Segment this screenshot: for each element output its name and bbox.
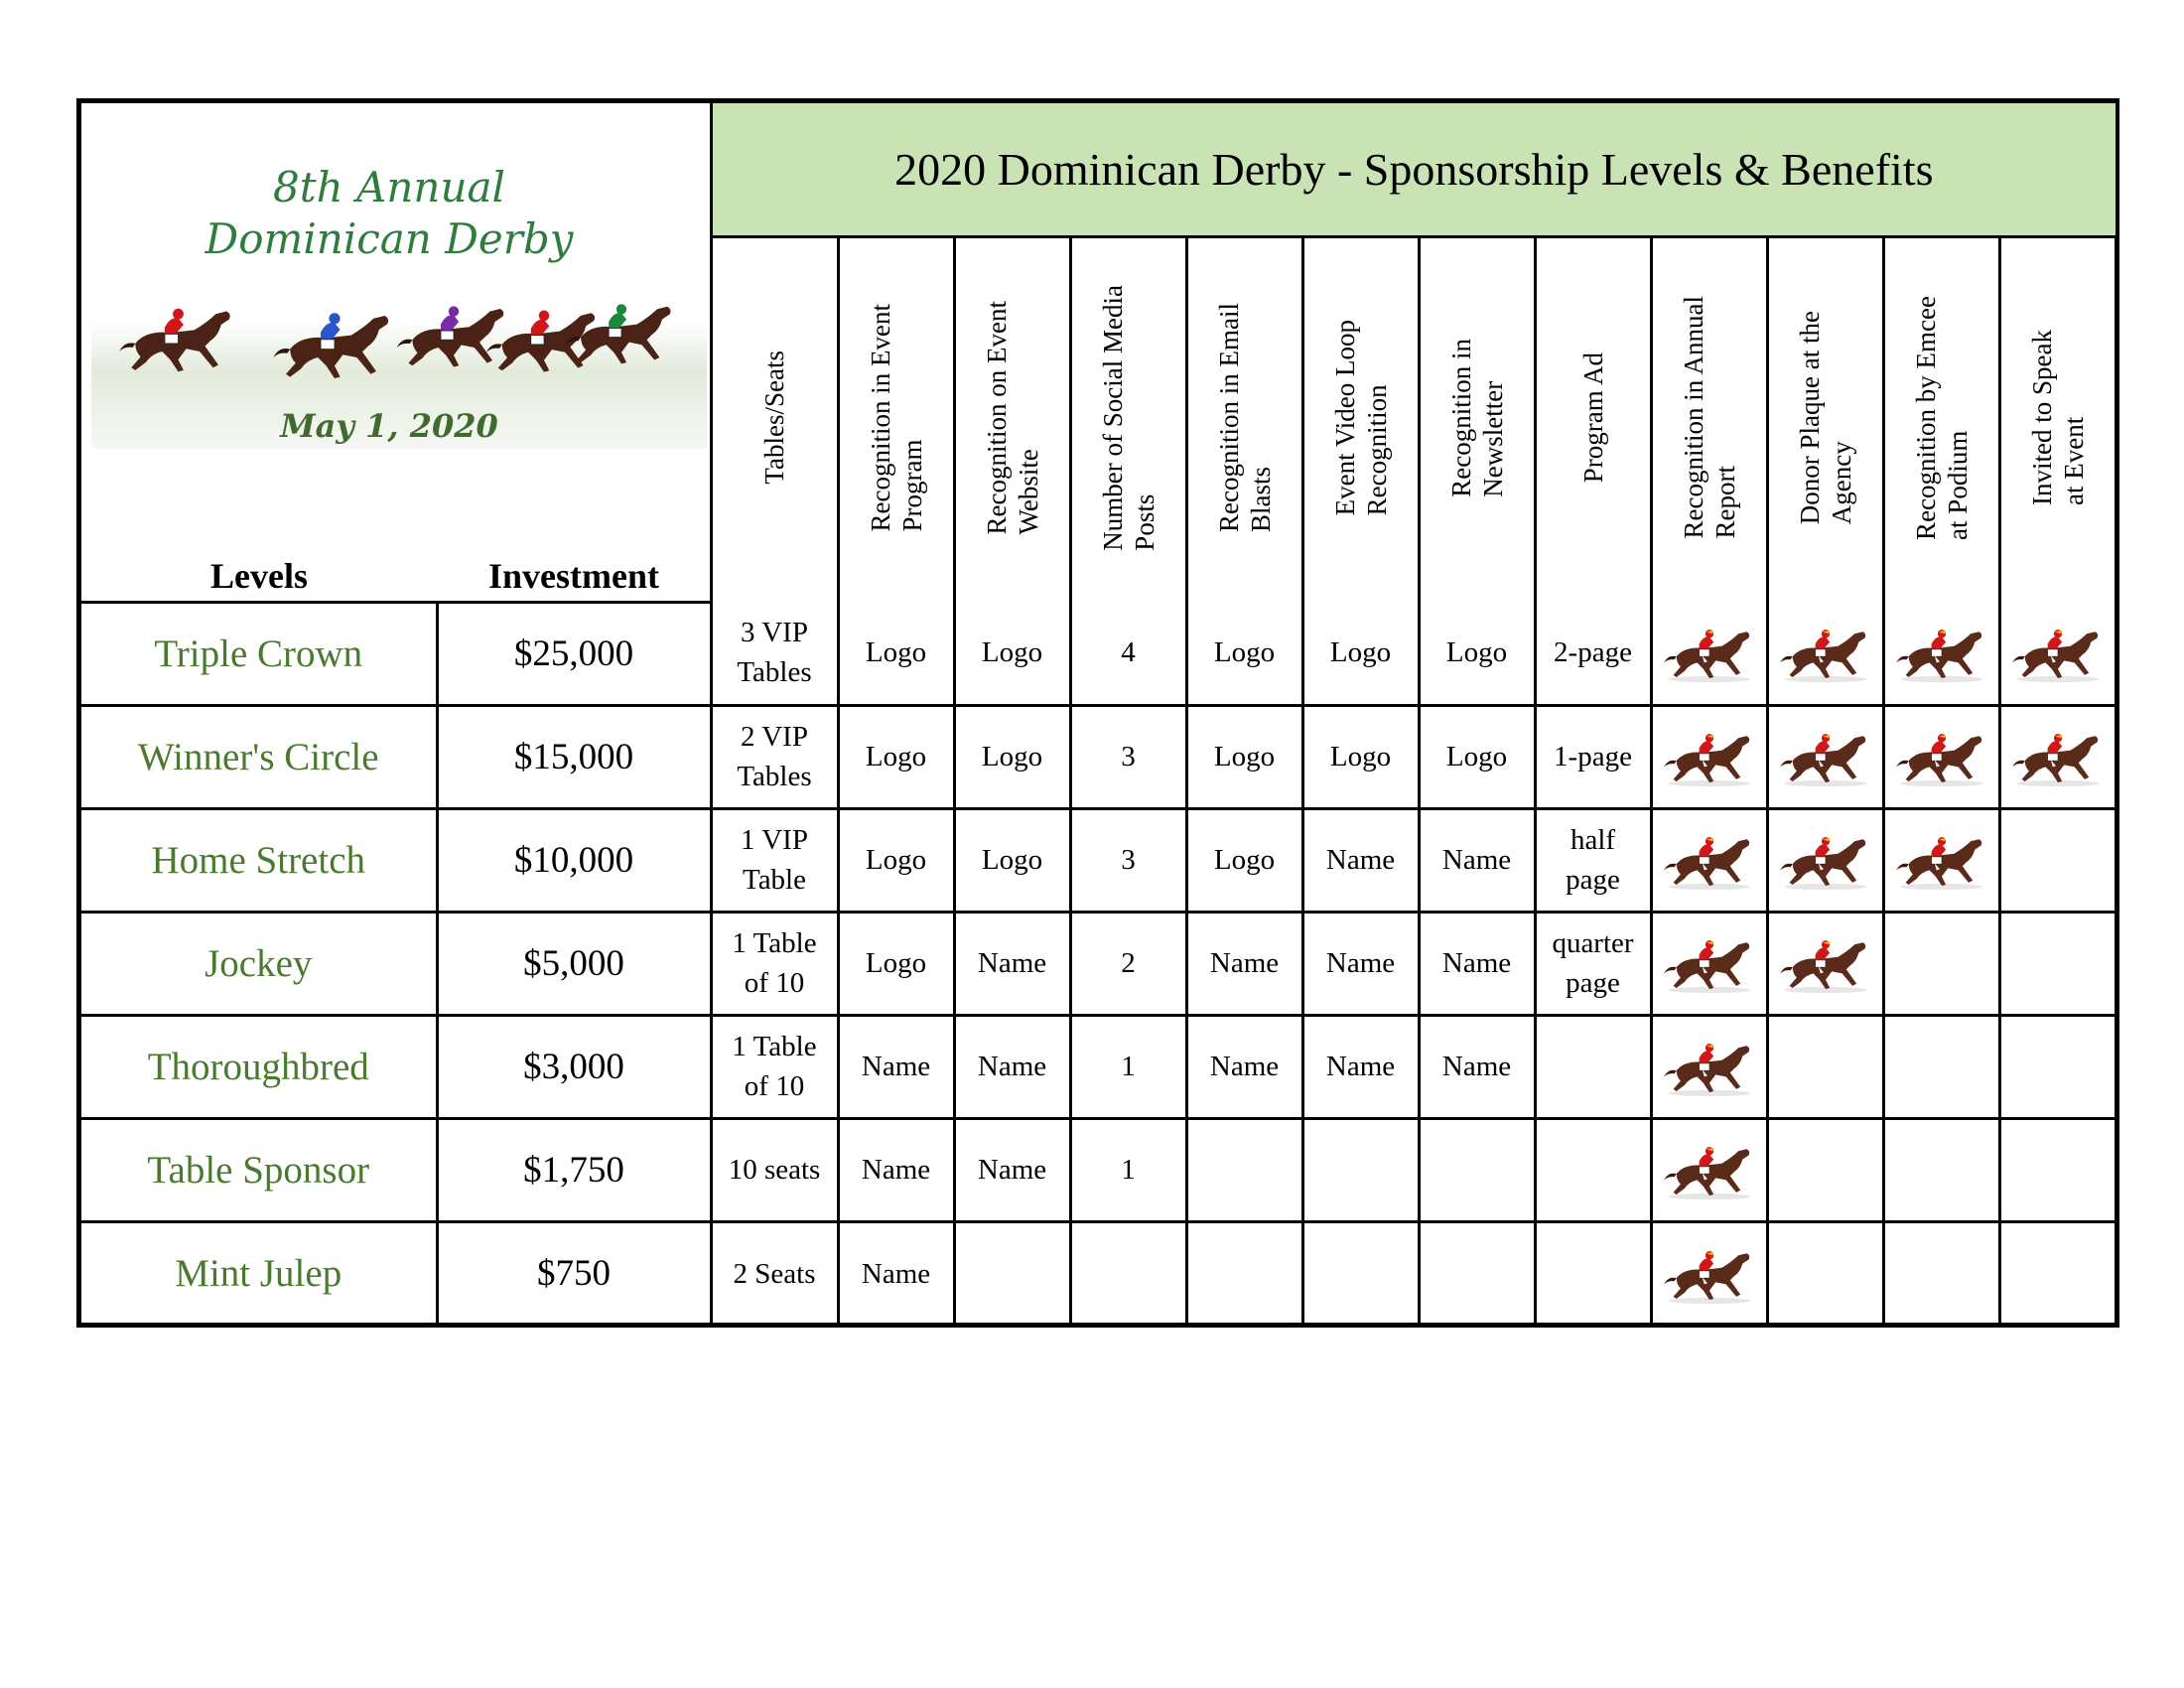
benefit-cell-program: Name bbox=[838, 1221, 954, 1325]
benefit-cell-plaque bbox=[1767, 705, 1883, 808]
benefit-cell-tables: 1 Table of 10 bbox=[711, 912, 838, 1015]
benefit-cell-social bbox=[1070, 1221, 1186, 1325]
level-name: Table Sponsor bbox=[81, 1118, 437, 1221]
racehorse-icon bbox=[1769, 827, 1882, 893]
benefit-cell-email bbox=[1186, 1118, 1302, 1221]
racehorse-icon bbox=[1653, 930, 1766, 996]
benefit-cell-website: Name bbox=[954, 1015, 1070, 1118]
benefit-cell-emcee bbox=[1883, 1118, 1999, 1221]
benefit-cell-ad bbox=[1535, 1118, 1651, 1221]
benefit-cell-program: Name bbox=[838, 1015, 954, 1118]
investment-amount: $25,000 bbox=[437, 602, 711, 705]
logo-date: May 1, 2020 bbox=[280, 407, 498, 445]
benefit-header-label: Event Video Loop Recognition bbox=[1329, 319, 1392, 516]
benefit-header-12 bbox=[1999, 237, 2116, 603]
levels-header: Levels bbox=[210, 555, 308, 596]
benefit-cell-website bbox=[954, 1221, 1070, 1325]
investment-amount: $750 bbox=[437, 1221, 711, 1325]
benefit-cell-tables: 3 VIP Tables bbox=[711, 602, 838, 705]
benefit-cell-newsletter: Name bbox=[1419, 808, 1535, 912]
levels-body bbox=[81, 602, 2116, 1325]
benefit-cell-speak bbox=[1999, 1221, 2116, 1325]
benefit-cell-speak bbox=[1999, 1118, 2116, 1221]
benefit-cell-program: Name bbox=[838, 1118, 954, 1221]
benefit-cell-program: Logo bbox=[838, 808, 954, 912]
sponsorship-sheet bbox=[76, 98, 2119, 1328]
event-logo-cell bbox=[81, 103, 711, 602]
benefit-cell-social: 1 bbox=[1070, 1015, 1186, 1118]
table-row bbox=[81, 705, 2116, 808]
benefit-header-label: Recognition in Annual Report bbox=[1678, 296, 1740, 539]
page-title: 2020 Dominican Derby - Sponsorship Levels & Benefits bbox=[711, 103, 2116, 237]
benefit-header-label: Recognition by Emcee at Podium bbox=[1910, 295, 1973, 540]
benefit-cell-emcee bbox=[1883, 1221, 1999, 1325]
benefit-cell-website: Name bbox=[954, 912, 1070, 1015]
investment-amount: $15,000 bbox=[437, 705, 711, 808]
benefit-header-label: Number of Social Media Posts bbox=[1097, 284, 1160, 551]
benefit-header-8 bbox=[1535, 237, 1651, 603]
benefit-header-7 bbox=[1419, 237, 1535, 603]
table-row bbox=[81, 1118, 2116, 1221]
benefit-header-1 bbox=[711, 237, 838, 603]
racehorse-icon bbox=[1769, 724, 1882, 789]
benefit-cell-program: Logo bbox=[838, 705, 954, 808]
investment-header: Investment bbox=[488, 555, 659, 596]
racehorse-icon bbox=[1885, 620, 1998, 685]
benefit-header-3 bbox=[954, 237, 1070, 603]
benefit-cell-ad: quarter page bbox=[1535, 912, 1651, 1015]
benefit-cell-social: 4 bbox=[1070, 602, 1186, 705]
level-name: Jockey bbox=[81, 912, 437, 1015]
benefit-cell-video: Name bbox=[1302, 1015, 1419, 1118]
benefit-cell-newsletter: Name bbox=[1419, 912, 1535, 1015]
logo-edition: 8th Annual bbox=[273, 163, 505, 211]
benefit-cell-emcee bbox=[1883, 1015, 1999, 1118]
benefit-cell-ad: 2-page bbox=[1535, 602, 1651, 705]
benefit-cell-program: Logo bbox=[838, 602, 954, 705]
racehorse-icon bbox=[1885, 827, 1998, 893]
table-row bbox=[81, 912, 2116, 1015]
benefit-header-label: Tables/Seats bbox=[759, 351, 789, 485]
benefit-cell-ad: 1-page bbox=[1535, 705, 1651, 808]
benefit-cell-speak bbox=[1999, 912, 2116, 1015]
level-name: Triple Crown bbox=[81, 602, 437, 705]
benefit-cell-program: Logo bbox=[838, 912, 954, 1015]
benefit-header-9 bbox=[1651, 237, 1767, 603]
racehorse-icon bbox=[2001, 620, 2116, 685]
benefit-cell-video bbox=[1302, 1118, 1419, 1221]
benefit-cell-social: 1 bbox=[1070, 1118, 1186, 1221]
benefit-cell-ad bbox=[1535, 1221, 1651, 1325]
benefit-cell-video: Name bbox=[1302, 808, 1419, 912]
benefit-cell-annual bbox=[1651, 1015, 1767, 1118]
benefit-cell-video: Name bbox=[1302, 912, 1419, 1015]
investment-amount: $10,000 bbox=[437, 808, 711, 912]
table-row bbox=[81, 602, 2116, 705]
benefit-cell-plaque bbox=[1767, 808, 1883, 912]
benefit-cell-newsletter: Logo bbox=[1419, 602, 1535, 705]
benefit-cell-speak bbox=[1999, 1015, 2116, 1118]
benefit-header-11 bbox=[1883, 237, 1999, 603]
benefit-cell-website: Logo bbox=[954, 602, 1070, 705]
benefit-cell-speak bbox=[1999, 705, 2116, 808]
racehorse-icon bbox=[1885, 724, 1998, 789]
table-row bbox=[81, 808, 2116, 912]
investment-amount: $1,750 bbox=[437, 1118, 711, 1221]
benefit-cell-annual bbox=[1651, 912, 1767, 1015]
benefit-header-4 bbox=[1070, 237, 1186, 603]
racehorse-icon bbox=[1769, 930, 1882, 996]
racehorse-icon bbox=[1653, 1034, 1766, 1099]
benefit-cell-speak bbox=[1999, 602, 2116, 705]
benefit-cell-annual bbox=[1651, 602, 1767, 705]
sponsorship-table bbox=[81, 103, 2116, 1325]
benefit-cell-plaque bbox=[1767, 1015, 1883, 1118]
benefit-cell-annual bbox=[1651, 705, 1767, 808]
benefit-cell-newsletter: Logo bbox=[1419, 705, 1535, 808]
benefit-cell-website: Logo bbox=[954, 808, 1070, 912]
benefit-cell-website: Logo bbox=[954, 705, 1070, 808]
benefit-header-label: Recognition in Event Program bbox=[865, 303, 927, 532]
level-name: Home Stretch bbox=[81, 808, 437, 912]
benefit-cell-video bbox=[1302, 1221, 1419, 1325]
benefit-cell-email: Name bbox=[1186, 1015, 1302, 1118]
benefit-cell-emcee bbox=[1883, 705, 1999, 808]
benefit-cell-plaque bbox=[1767, 912, 1883, 1015]
racehorse-icon bbox=[1653, 1241, 1766, 1307]
benefit-header-5 bbox=[1186, 237, 1302, 603]
racehorse-icon bbox=[1653, 724, 1766, 789]
benefit-cell-tables: 1 VIP Table bbox=[711, 808, 838, 912]
benefit-cell-tables: 10 seats bbox=[711, 1118, 838, 1221]
level-name: Mint Julep bbox=[81, 1221, 437, 1325]
table-row bbox=[81, 1221, 2116, 1325]
investment-amount: $3,000 bbox=[437, 1015, 711, 1118]
benefit-cell-email: Name bbox=[1186, 912, 1302, 1015]
benefit-header-label: Donor Plaque at the Agency bbox=[1794, 310, 1856, 525]
benefit-header-label: Invited to Speak at Event bbox=[2027, 330, 2090, 505]
benefit-header-label: Recognition in Newsletter bbox=[1445, 338, 1508, 497]
benefit-cell-tables: 2 VIP Tables bbox=[711, 705, 838, 808]
benefit-cell-plaque bbox=[1767, 1118, 1883, 1221]
benefit-cell-speak bbox=[1999, 808, 2116, 912]
benefit-cell-emcee bbox=[1883, 912, 1999, 1015]
benefit-cell-newsletter bbox=[1419, 1118, 1535, 1221]
benefit-cell-video: Logo bbox=[1302, 705, 1419, 808]
benefit-header-label: Recognition in Email Blasts bbox=[1213, 303, 1276, 532]
benefit-cell-plaque bbox=[1767, 1221, 1883, 1325]
level-name: Thoroughbred bbox=[81, 1015, 437, 1118]
benefit-cell-ad: half page bbox=[1535, 808, 1651, 912]
benefit-cell-video: Logo bbox=[1302, 602, 1419, 705]
benefit-cell-social: 3 bbox=[1070, 705, 1186, 808]
benefit-header-10 bbox=[1767, 237, 1883, 603]
racehorse-icon bbox=[2001, 724, 2116, 789]
benefit-cell-social: 3 bbox=[1070, 808, 1186, 912]
racehorse-icon bbox=[1653, 1137, 1766, 1202]
benefit-header-2 bbox=[838, 237, 954, 603]
racehorse-icon bbox=[1769, 620, 1882, 685]
investment-amount: $5,000 bbox=[437, 912, 711, 1015]
benefit-cell-annual bbox=[1651, 808, 1767, 912]
benefit-cell-website: Name bbox=[954, 1118, 1070, 1221]
benefit-cell-ad bbox=[1535, 1015, 1651, 1118]
level-name: Winner's Circle bbox=[81, 705, 437, 808]
benefit-cell-social: 2 bbox=[1070, 912, 1186, 1015]
benefit-cell-newsletter: Name bbox=[1419, 1015, 1535, 1118]
benefit-cell-email: Logo bbox=[1186, 602, 1302, 705]
table-row bbox=[81, 1015, 2116, 1118]
benefit-cell-annual bbox=[1651, 1221, 1767, 1325]
benefit-cell-email: Logo bbox=[1186, 808, 1302, 912]
benefit-cell-emcee bbox=[1883, 602, 1999, 705]
benefit-cell-tables: 2 Seats bbox=[711, 1221, 838, 1325]
benefit-header-label: Recognition on Event Website bbox=[981, 300, 1043, 535]
benefit-cell-plaque bbox=[1767, 602, 1883, 705]
benefit-cell-newsletter bbox=[1419, 1221, 1535, 1325]
logo-event-name: Dominican Derby bbox=[205, 214, 574, 263]
benefit-cell-email: Logo bbox=[1186, 705, 1302, 808]
benefit-cell-tables: 1 Table of 10 bbox=[711, 1015, 838, 1118]
benefit-cell-annual bbox=[1651, 1118, 1767, 1221]
benefit-header-label: Program Ad bbox=[1577, 352, 1608, 484]
benefit-header-6 bbox=[1302, 237, 1419, 603]
benefit-cell-emcee bbox=[1883, 808, 1999, 912]
racehorse-icon bbox=[1653, 827, 1766, 893]
racehorse-icon bbox=[1653, 620, 1766, 685]
benefit-cell-email bbox=[1186, 1221, 1302, 1325]
